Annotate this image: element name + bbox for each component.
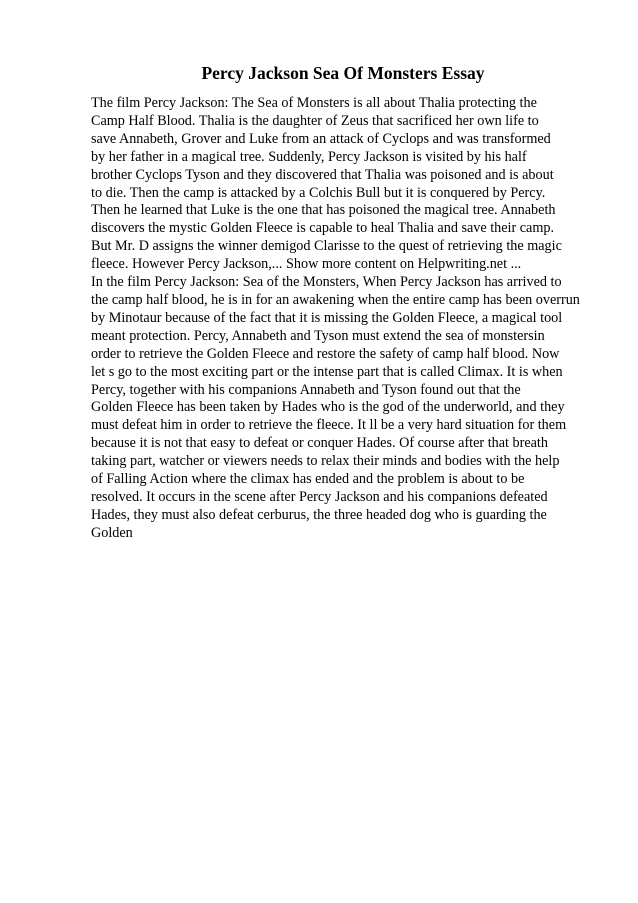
page-title: Percy Jackson Sea Of Monsters Essay [201, 63, 485, 83]
text-line: by her father in a magical tree. Suddenly, Percy Jackson is visited by his half [91, 148, 527, 165]
text-line: Camp Half Blood. Thalia is the daughter of Zeus that sacrificed her own life to [91, 112, 539, 129]
essay-body [91, 95, 621, 543]
text-line: But Mr. D assigns the winner demigod Clarisse to the quest of retrieving the magic [91, 238, 562, 255]
text-line: because it is not that easy to defeat or conquer Hades. Of course after that breath [91, 435, 548, 452]
text-line: brother Cyclops Tyson and they discovered that Thalia was poisoned and is about [91, 166, 554, 183]
text-line: meant protection. Percy, Annabeth and Tyson must extend the sea of monstersin [91, 327, 545, 344]
text-line: The film Percy Jackson: The Sea of Monsters is all about Thalia protecting the [91, 95, 537, 111]
text-line: of Falling Action where the climax has ended and the problem is about to be [91, 471, 525, 488]
text-line: Hades, they must also defeat cerburus, the three headed dog who is guarding the [91, 506, 547, 523]
text-line: let s go to the most exciting part or the intense part that is called Climax. It is when [91, 363, 563, 380]
text-line: Then he learned that Luke is the one that has poisoned the magical tree. Annabeth [91, 202, 556, 219]
text-line: the camp half blood, he is in for an awakening when the entire camp has been overrun [91, 291, 580, 308]
text-line: In the film Percy Jackson: Sea of the Monsters, When Percy Jackson has arrived to [91, 274, 562, 291]
text-line: Golden Fleece has been taken by Hades who is the god of the underworld, and they [91, 399, 565, 416]
text-line: by Minotaur because of the fact that it is missing the Golden Fleece, a magical tool [91, 309, 563, 326]
text-line: fleece. However Percy Jackson,... Show more content on Helpwriting.net ... [91, 256, 522, 273]
text-line: resolved. It occurs in the scene after Percy Jackson and his companions defeated [91, 488, 548, 505]
text-line: must defeat him in order to retrieve the fleece. It ll be a very hard situation for them [91, 417, 567, 434]
text-line: to die. Then the camp is attacked by a Colchis Bull but it is conquered by Percy. [91, 184, 546, 201]
text-line: order to retrieve the Golden Fleece and restore the safety of camp half blood. Now [91, 345, 560, 362]
text-line: save Annabeth, Grover and Luke from an attack of Cyclops and was transformed [91, 130, 551, 147]
text-line: Percy, together with his companions Annabeth and Tyson found out that the [91, 381, 521, 398]
text-line: taking part, watcher or viewers needs to relax their minds and bodies with the help [91, 453, 560, 470]
text-line: Golden [91, 524, 133, 541]
text-line: discovers the mystic Golden Fleece is capable to heal Thalia and save their camp. [91, 220, 555, 237]
